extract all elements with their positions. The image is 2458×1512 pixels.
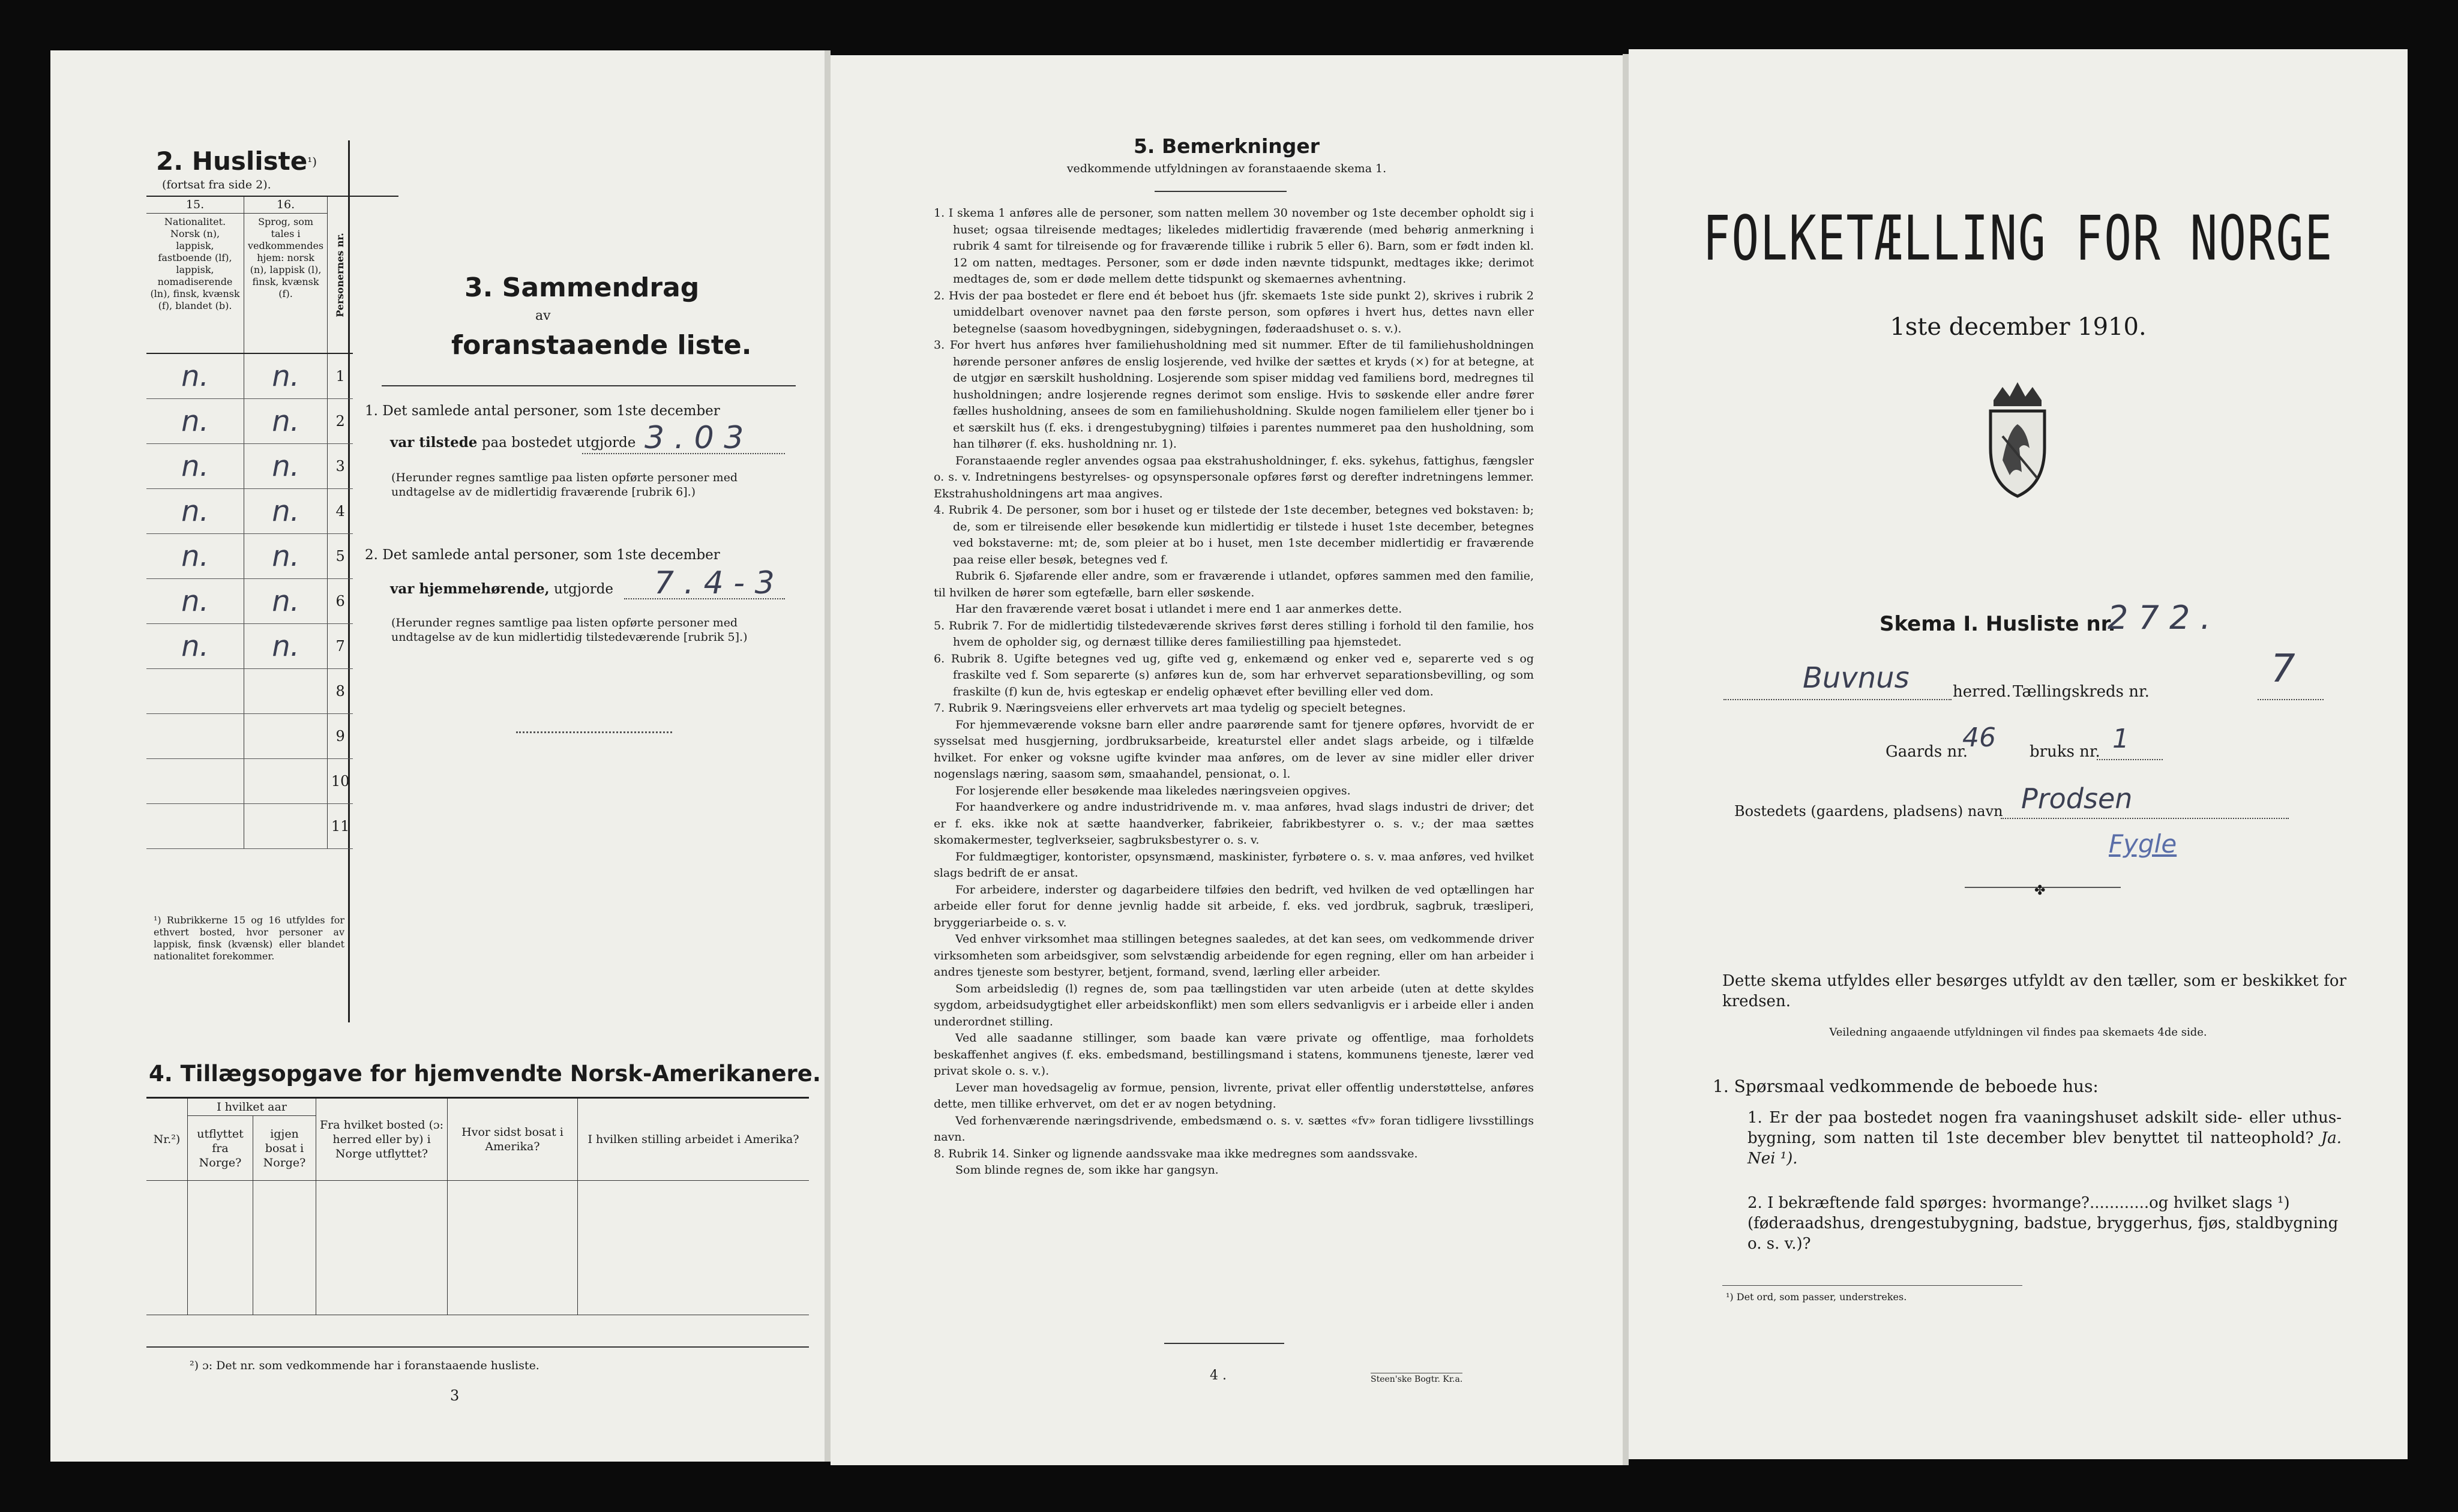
census-date: 1ste december 1910. (1890, 313, 2147, 341)
census-title: FOLKETÆLLING FOR NORGE (1702, 202, 2334, 274)
tillaeg-cell (316, 1214, 448, 1248)
tillaeg-cell (316, 1181, 448, 1214)
remarks-subtitle: vedkommende utfyldningen av foranstaaende skema 1. (1066, 162, 1387, 175)
huslist-row (146, 803, 398, 848)
remark-paragraph: Ved enhver virksomhet maa stillingen betegnes saaledes, at det kan sees, om vedkommende driver virksomheten som arbeidsgiver, som selvstændig arbeidende for egen regning, eller om han arbeider i andres tjeneste som bestyrer, betjent, formand, svend, lærling eller arbeider. (934, 932, 1534, 979)
huslist-row (146, 353, 398, 398)
tillaeg-col-bosat: igjen bosat i Norge? (253, 1116, 316, 1181)
bruks-dotline (2097, 758, 2163, 760)
huslist-subtitle: (fortsat fra side 2). (162, 178, 271, 191)
huslist-body (146, 353, 398, 848)
tillaeg-cell (448, 1214, 578, 1248)
tillaeg-row (146, 1214, 809, 1248)
person-nr-cell: 5 (328, 533, 353, 578)
fold-left (825, 50, 831, 1462)
item2-value: 7 . 4 - 3 (654, 565, 775, 601)
printer-imprint: Steen'ske Bogtr. Kr.a. (1371, 1373, 1462, 1384)
person-nr-cell: 6 (328, 578, 353, 623)
tillaeg-col-group: I hvilket aar (188, 1098, 316, 1116)
tillaeg-cell (253, 1248, 316, 1282)
person-nr-cell: 4 (328, 488, 353, 533)
tillaeg-cell (146, 1248, 188, 1282)
remark-paragraph: For arbeidere, inderster og dagarbeidere tilføies den bedrift, ved hvilken de ved optællingen har arbeide eller forut for denne jevnlig hadde sit arbeide, f. eks. ved jordbruk, sagbruk, træsliperi, bryggeriarbeide o. s. v. (934, 883, 1534, 929)
huslist-row (146, 488, 398, 533)
tillaeg-bottom-rule (146, 1346, 809, 1348)
huslist-row (146, 713, 398, 758)
sammendrag-title: 3. Sammendrag (464, 272, 700, 303)
tillaeg-cell (448, 1248, 578, 1282)
huslist-row (146, 533, 398, 578)
tillaeg-row (146, 1248, 809, 1282)
middle-page (831, 55, 1623, 1465)
nationalitet-cell (146, 758, 244, 803)
tillaeg-cell (316, 1282, 448, 1315)
nationalitet-cell: n. (146, 443, 244, 488)
huslist-title: 2. Husliste$^{^1)}$ (156, 146, 317, 176)
tillaeg-col-nr: Nr.²) (146, 1098, 188, 1181)
sprog-cell: n. (244, 623, 328, 668)
huslist-row (146, 443, 398, 488)
bosted-value: Prodsen (2021, 782, 2133, 815)
remark-paragraph: For fuldmægtiger, kontorister, opsynsmænd, maskinister, fyrbøtere o. s. v. maa anføres, ved hvilket slags bedrift de er ansat. (934, 850, 1534, 880)
question-2: 2. I bekræftende fald spørges: hvormange?............og hvilket slags ¹) (føderaadshus, drengestubygning, badstue, bryggerhus, fjøs, staldbygning o. s. v.)? (1747, 1194, 2339, 1253)
remark-paragraph: Lever man hovedsagelig av formue, pension, livrente, privat eller offentlig understøttelse, anføres dette, men tillike erhvervet, om det er av nogen betydning. (934, 1081, 1534, 1111)
tillaeg-table (146, 1097, 809, 1315)
person-nr-cell: 7 (328, 623, 353, 668)
sprog-cell: n. (244, 488, 328, 533)
bosted-dotline (2001, 817, 2289, 819)
sprog-cell (244, 668, 328, 713)
tillaeg-row (146, 1282, 809, 1315)
remark-paragraph: 1. I skema 1 anføres alle de personer, som natten mellem 30 november og 1ste december opholdt sig i huset; ogsaa tilreisende medtages; likeledes midlertidig fraværende (med behørig anmerkning i rubrik 4 samt for tilreisende og for fraværende tillike i rubrik 5 eller 6). Barn, som er født inden kl. 12 om natten, medtages. Personer, som er døde inden nævnte tidspunkt, medtages ikke; derimot medtages de, som er døde mellem dette tidspunkt og skemaernes avhentning. (934, 206, 1534, 286)
remarks-title: 5. Bemerkninger (1133, 134, 1320, 158)
remark-paragraph: 5. Rubrik 7. For de midlertidig tilstedeværende skrives først deres stilling i forhold til den familie, hos hvem de opholder sig, og dernæst tillike deres familiestilling paa hjemstedet. (934, 619, 1534, 649)
tillaeg-col-sidst: Hvor sidst bosat i Amerika? (448, 1098, 578, 1181)
footnote-rule (1722, 1285, 2022, 1286)
tillaeg-cell (188, 1214, 253, 1248)
sammendrag-title-av: av (535, 308, 551, 323)
col-number-15: 15. (146, 196, 244, 213)
nationalitet-cell: n. (146, 533, 244, 578)
tillaeg-cell (146, 1282, 188, 1315)
tillaeg-cell (253, 1214, 316, 1248)
instructions: Dette skema utfyldes eller besørges utfyldt av den tæller, som er beskikket for kredsen. (1722, 972, 2346, 1010)
huslist-row (146, 758, 398, 803)
huslist-table (146, 196, 398, 849)
tillaeg-cell (578, 1282, 810, 1315)
remark-paragraph: For hjemmeværende voksne barn eller andre paarørende samt for tjenere opføres, hvorvidt de er sysselsat med husgjerning, jordbruksarbeide, kreaturstel eller andet slags arbeide, og i tilfælde hvilket. For enker og voksne ugifte kvinder maa anføres, om de lever av sine midler eller driver nogenslags næring, saasom søm, smaahandel, pensionat, o. l. (934, 718, 1534, 781)
gaards-value: 46 (1962, 722, 1996, 753)
item2-dotline (624, 598, 785, 599)
remark-paragraph: Ved alle saadanne stillinger, som baade kan være private og offentlige, maa forholdets beskaffenhet angives (f. eks. embedsmand, bestillingsmand i statens, kommunens tjeneste, lærer ved privat skole o. s. v.). (934, 1031, 1534, 1078)
item1-line1: 1. Det samlede antal personer, som 1ste december (365, 403, 720, 419)
bruks-value: 1 (2112, 724, 2129, 754)
sammendrag-title-liste: foranstaaende liste. (451, 330, 752, 361)
sprog-cell (244, 758, 328, 803)
item2-note: (Herunder regnes samtlige paa listen opførte personer med undtagelse av de kun midlertidig tilstedeværende [rubrik 5].) (391, 616, 748, 644)
item2-line2: var hjemmehørende, utgjorde (390, 581, 614, 597)
veiledning: Veiledning angaaende utfyldningen vil findes paa skemaets 4de side. (1829, 1026, 2207, 1039)
tillaeg-cell (316, 1248, 448, 1282)
tillaeg-cell (188, 1282, 253, 1315)
fold-right (1623, 54, 1629, 1465)
tillaeg-cell (578, 1214, 810, 1248)
remark-paragraph: Ved forhenværende næringsdrivende, embedsmænd o. s. v. sættes «fv» foran tidligere livsstillings navn. (934, 1114, 1534, 1144)
right-footnote: ¹) Det ord, som passer, understrekes. (1726, 1291, 1907, 1303)
col-number-16: 16. (244, 196, 328, 213)
coat-of-arms-icon (1967, 376, 2069, 505)
remark-paragraph: Som blinde regnes de, som ikke har gangsyn. (955, 1163, 1219, 1177)
middle-page-number: 4 . (1210, 1368, 1227, 1383)
nationalitet-cell: n. (146, 398, 244, 443)
nationalitet-cell: n. (146, 623, 244, 668)
person-nr-cell: 11 (328, 803, 353, 848)
sammendrag-rule (382, 385, 796, 386)
col15-header: Nationalitet. Norsk (n), lappisk, fastboende (lf), lappisk, nomadiserende (ln), finsk, kvænsk (f), blandet (b). (146, 213, 244, 353)
nationalitet-cell: n. (146, 488, 244, 533)
sprog-cell (244, 803, 328, 848)
questions-heading: 1. Spørsmaal vedkommende de beboede hus: (1713, 1076, 2099, 1096)
bosted-label: Bostedets (gaardens, pladsens) navn (1734, 803, 2003, 820)
nationalitet-cell (146, 713, 244, 758)
col16-header: Sprog, som tales i vedkommendes hjem: norsk (n), lappisk (l), finsk, kvænsk (f). (244, 213, 328, 353)
remark-paragraph: Har den fraværende været bosat i utlandet i mere end 1 aar anmerkes dette. (955, 602, 1402, 616)
tillaeg-col-stilling: I hvilken stilling arbeidet i Amerika? (578, 1098, 810, 1181)
gaards-label: Gaards nr. (1886, 743, 1968, 761)
husliste-nr-value: 2 7 2 . (2108, 599, 2211, 637)
remark-paragraph: Som arbeidsledig (l) regnes de, som paa tællingstiden var uten arbeide (uten at dette skyldes sygdom, arbeidsudygtighet eller arbeidskonflikt) men som ellers sedvanligvis er i arbeide eller i anden underordnet stilling. (934, 982, 1534, 1028)
nationalitet-cell (146, 803, 244, 848)
nationalitet-cell: n. (146, 353, 244, 398)
item2-line1: 2. Det samlede antal personer, som 1ste december (365, 547, 720, 563)
nationalitet-cell (146, 668, 244, 713)
tillaeg-cell (448, 1282, 578, 1315)
tillaeg-title: 4. Tillægsopgave for hjemvendte Norsk-Amerikanere. (149, 1061, 821, 1087)
sprog-cell (244, 713, 328, 758)
item1-value: 3 . 0 3 (645, 420, 744, 456)
remark-paragraph: 3. For hvert hus anføres hver familiehusholdning med sit nummer. Efter de til familiehusholdningen hørende personer anføres de enslig losjerende, ved hvilke der sættes et kryds (×) for at betegne, at de utgjør en særskilt husholdning. Losjerende som spiser middag ved familiens bord, medregnes til husholdningen; andre losjerende regnes derimot som enslige. Hvis to søskende eller andre fører fælles husholdning, ansees de som en familiehusholdning. Skulde nogen familielem eller tjener bo i et særskilt hus (f. eks. i drengestubygning) tilføies i parentes nummeret paa den husholdning, som han tilhører (f. eks. husholdning nr. 1). (934, 338, 1534, 451)
sammendrag-end-rule (516, 731, 672, 733)
bosted-extra-value: Fygle (2109, 829, 2177, 859)
item1-note: (Herunder regnes samtlige paa listen opførte personer med undtagelse av de midlertidig fraværende [rubrik 6].) (391, 471, 738, 499)
sprog-cell: n. (244, 578, 328, 623)
remark-paragraph: 7. Rubrik 9. Næringsveiens eller erhvervets art maa tydelig og specielt betegnes. (934, 701, 1406, 715)
tillaeg-cell (253, 1282, 316, 1315)
tillaeg-cell (188, 1248, 253, 1282)
herred-dotline (1723, 698, 1952, 700)
right-page (1629, 49, 2408, 1459)
tillaeg-cell (253, 1181, 316, 1214)
item1-dotline (582, 452, 785, 454)
tillaeg-col-utflyttet: utflyttet fra Norge? (188, 1116, 253, 1181)
kreds-dotline (2258, 698, 2324, 700)
remark-paragraph: 6. Rubrik 8. Ugifte betegnes ved ug, gifte ved g, enkemænd og enker ved e, separerte ved s og fraskilte ved f. Som separerte (s) anføres kun de, som har erhvervet separationsbevilling, og som fraskilte (f) kun de, hvis egteskap er endelig ophævet efter bevilling eller ved dom. (934, 652, 1534, 698)
sprog-cell: n. (244, 533, 328, 578)
remark-paragraph: 2. Hvis der paa bostedet er flere end ét beboet hus (jfr. skemaets 1ste side punkt 2), skrives i rubrik 2 umiddelbart ovenover navnet paa den første person, som opføres i hvert hus, dettes navn eller betegnelse (saasom hovedbygningen, sidebygningen, føderaadshuset o. s. v.). (934, 289, 1534, 335)
remark-paragraph: For haandverkere og andre industridrivende m. v. maa anføres, hvad slags industri de driver; det er f. eks. ikke nok at sætte haandverker, fabrikeier, fabrikbestyrer o. s. v.; der maa sættes skomakermester, teglverkseier, sagbruksbestyrer o. s. v. (934, 800, 1534, 847)
huslist-row (146, 623, 398, 668)
person-nr-cell: 8 (328, 668, 353, 713)
tillaeg-col-bosted: Fra hvilket bosted (ɔ: herred eller by) i Norge utflyttet? (316, 1098, 448, 1181)
person-nr-cell: 10 (328, 758, 353, 803)
sprog-cell: n. (244, 353, 328, 398)
person-nr-cell: 3 (328, 443, 353, 488)
huslist-row (146, 398, 398, 443)
left-page-number: 3 (450, 1387, 460, 1404)
tillaeg-cell (146, 1181, 188, 1214)
tillaeg-row (146, 1181, 809, 1214)
tillaeg-cell (188, 1181, 253, 1214)
remark-paragraph: Foranstaaende regler anvendes ogsaa paa ekstrahusholdninger, f. eks. sykehus, fattighus, fængsler o. s. v. Indretningens bestyrelses- og opsynspersonale opføres først og derefter indretningens lemmer. Ekstrahusholdningens art maa angives. (934, 454, 1534, 500)
remark-paragraph: Rubrik 6. Sjøfarende eller andre, som er fraværende i utlandet, opføres sammen med den familie, til hvilken de hører som egtefælle, barn eller søskende. (934, 569, 1534, 599)
person-nr-cell: 9 (328, 713, 353, 758)
skema-label: Skema I. Husliste nr. (1880, 612, 2116, 636)
ornament-icon: ✤ (2034, 883, 2046, 898)
left-page (50, 50, 825, 1462)
huslist-row (146, 668, 398, 713)
tillaeg-cell (578, 1248, 810, 1282)
item1-line2: var tilstede paa bostedet utgjorde (390, 434, 636, 451)
sprog-cell: n. (244, 443, 328, 488)
tillaeg-cell (146, 1214, 188, 1248)
tillaeg-note: ²) ɔ: Det nr. som vedkommende har i foranstaaende husliste. (190, 1359, 539, 1372)
question-1: 1. Er der paa bostedet nogen fra vaaningshuset adskilt side- eller uthus-bygning, som natten til 1ste december blev benyttet til natteophold? Ja. Nei ¹). (1747, 1109, 2342, 1168)
person-nr-cell: 1 (328, 353, 353, 398)
col-persons-header: Personernes nr. (328, 196, 353, 353)
herred-label: herred. (1953, 683, 2012, 701)
tillaeg-cell (578, 1181, 810, 1214)
remark-paragraph: 8. Rubrik 14. Sinker og lignende aandssvake maa ikke medregnes som aandssvake. (934, 1147, 1418, 1160)
huslist-row (146, 578, 398, 623)
tillaeg-cell (448, 1181, 578, 1214)
nationalitet-cell: n. (146, 578, 244, 623)
sprog-cell: n. (244, 398, 328, 443)
kreds-value: 7 (2271, 647, 2295, 691)
remark-paragraph: 4. Rubrik 4. De personer, som bor i huset og er tilstede der 1ste december, betegnes ved bokstaven: b; de, som er tilreisende eller besøkende kun midlertidig er tilstede i huset 1ste december, betegnes ved bokstaverne: mt; de, som pleier at bo i huset, men 1ste december midlertidig er fraværende paa reise eller besøk, betegnes ved f. (934, 503, 1534, 566)
remarks-end-rule (1164, 1343, 1284, 1344)
remarks-title-rule (1155, 191, 1287, 192)
remark-paragraph: For losjerende eller besøkende maa likeledes næringsveien opgives. (955, 784, 1351, 797)
herred-value: Buvnus (1803, 661, 1910, 695)
remarks-body (934, 205, 1534, 1179)
bruks-label: bruks nr. (2030, 743, 2100, 761)
person-nr-cell: 2 (328, 398, 353, 443)
huslist-note: ¹) Rubrikkerne 15 og 16 utfyldes for ethvert bosted, hvor personer av lappisk, finsk (kvænsk) eller blandet nationalitet forekommer. (154, 914, 344, 962)
kreds-label: Tællingskreds nr. (2013, 683, 2150, 701)
